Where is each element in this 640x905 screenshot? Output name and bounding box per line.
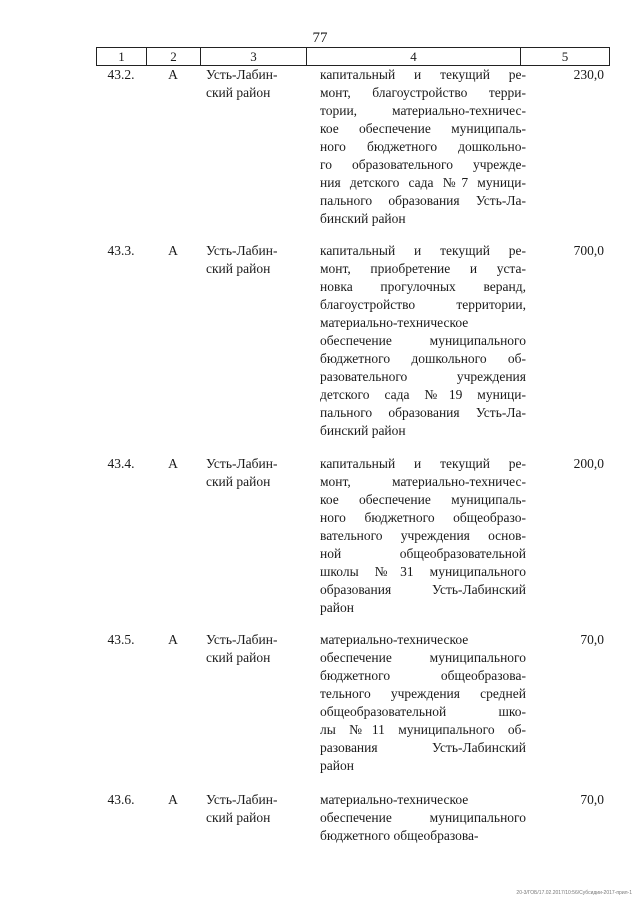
- page-number: 77: [312, 30, 328, 46]
- description-line: разовательного учреждения: [320, 369, 526, 384]
- row-amount: 230,0: [573, 67, 604, 82]
- description-line: бюджетного дошкольного об-: [320, 351, 526, 366]
- description-line: го образовательного учрежде-: [320, 157, 526, 172]
- header-col-1: 1: [96, 48, 146, 65]
- header-col-3: 3: [200, 48, 306, 65]
- description-line: кое обеспечение муниципаль-: [320, 121, 526, 136]
- description-line: бинский район: [320, 423, 406, 438]
- description-line: монт, приобретение и уста-: [320, 261, 526, 276]
- description-line: материально-техническое: [320, 632, 469, 647]
- district-line: ский район: [206, 474, 271, 489]
- description-line: бюджетного общеобразова-: [320, 828, 479, 843]
- row-description: [320, 455, 526, 617]
- district-line: Усть-Лабин-: [206, 456, 278, 471]
- row-amount: 70,0: [580, 792, 604, 807]
- description-line: капитальный и текущий ре-: [320, 456, 526, 471]
- description-line: ного бюджетного общеобразо-: [320, 510, 526, 525]
- description-line: благоустройство территории,: [320, 297, 526, 312]
- row-district: [206, 791, 306, 827]
- row-district: [206, 455, 306, 491]
- description-line: ния детского сада №7 муници-: [320, 175, 526, 190]
- district-line: ский район: [206, 85, 271, 100]
- row-category: А: [168, 67, 178, 82]
- row-description: [320, 66, 526, 228]
- district-line: Усть-Лабин-: [206, 67, 278, 82]
- description-line: обеспечение муниципального: [320, 333, 526, 348]
- description-line: тории, материально-техничес-: [320, 103, 526, 118]
- row-number: 43.5.: [107, 632, 135, 647]
- description-line: капитальный и текущий ре-: [320, 243, 526, 258]
- description-line: детского сада №19 муници-: [320, 387, 526, 402]
- row-amount: 70,0: [580, 632, 604, 647]
- row-category: А: [168, 456, 178, 471]
- row-category: А: [168, 632, 178, 647]
- description-line: вательного учреждения основ-: [320, 528, 526, 543]
- district-line: ский район: [206, 261, 271, 276]
- district-line: ский район: [206, 650, 271, 665]
- description-line: общеобразовательной шко-: [320, 704, 526, 719]
- description-line: материально-техническое: [320, 792, 469, 807]
- row-description: [320, 242, 526, 440]
- row-district: [206, 242, 306, 278]
- description-line: разования Усть-Лабинский: [320, 740, 526, 755]
- district-line: Усть-Лабин-: [206, 243, 278, 258]
- description-line: район: [320, 600, 354, 615]
- description-line: капитальный и текущий ре-: [320, 67, 526, 82]
- row-district: [206, 66, 306, 102]
- description-line: монт, материально-техничес-: [320, 474, 526, 489]
- description-line: район: [320, 758, 354, 773]
- row-number: 43.6.: [107, 792, 135, 807]
- row-description: [320, 791, 526, 845]
- description-line: тельного учреждения средней: [320, 686, 526, 701]
- header-col-4: 4: [306, 48, 520, 65]
- description-line: материально-техническое: [320, 315, 469, 330]
- row-category: А: [168, 792, 178, 807]
- row-amount: 700,0: [573, 243, 604, 258]
- description-line: кое обеспечение муниципаль-: [320, 492, 526, 507]
- row-number: 43.4.: [107, 456, 135, 471]
- description-line: бюджетного общеобразова-: [320, 668, 526, 683]
- district-line: Усть-Лабин-: [206, 632, 278, 647]
- description-line: лы №11 муниципального об-: [320, 722, 526, 737]
- description-line: обеспечение муниципального: [320, 650, 526, 665]
- row-description: [320, 631, 526, 775]
- row-district: [206, 631, 306, 667]
- district-line: ский район: [206, 810, 271, 825]
- description-line: образования Усть-Лабинский: [320, 582, 526, 597]
- footer-stamp: 20-3/ГОБ/17.02.2017/10:56/Субсидии-2017-прил-1: [516, 890, 632, 896]
- description-line: обеспечение муниципального: [320, 810, 526, 825]
- row-amount: 200,0: [573, 456, 604, 471]
- description-line: пального образования Усть-Ла-: [320, 193, 526, 208]
- description-line: ной общеобразовательной: [320, 546, 526, 561]
- description-line: пального образования Усть-Ла-: [320, 405, 526, 420]
- district-line: Усть-Лабин-: [206, 792, 278, 807]
- description-line: новка прогулочных веранд,: [320, 279, 526, 294]
- row-number: 43.2.: [107, 67, 135, 82]
- table-header: [96, 47, 610, 66]
- row-number: 43.3.: [107, 243, 135, 258]
- header-col-2: 2: [146, 48, 200, 65]
- description-line: школы №31 муниципального: [320, 564, 526, 579]
- header-col-5: 5: [520, 48, 610, 65]
- description-line: ного бюджетного дошкольно-: [320, 139, 526, 154]
- row-category: А: [168, 243, 178, 258]
- description-line: монт, благоустройство терри-: [320, 85, 526, 100]
- description-line: бинский район: [320, 211, 406, 226]
